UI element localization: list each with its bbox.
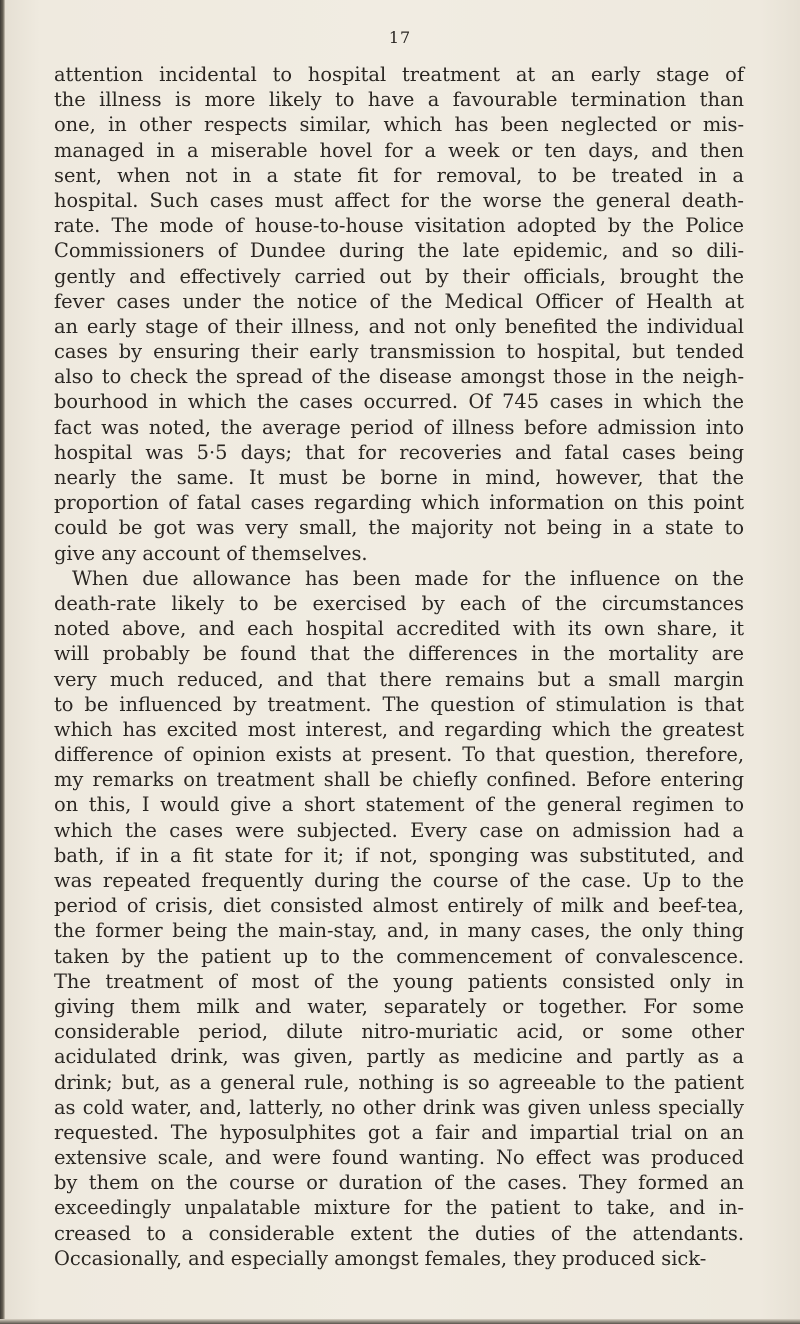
text-line: bath, if in a fit state for it; if not, sponging was substituted, and xyxy=(54,843,744,867)
text-line: hospital was 5·5 days; that for recoveries and fatal cases being xyxy=(54,440,744,464)
text-line: period of crisis, diet consisted almost entirely of milk and beef-tea, xyxy=(54,894,744,918)
text-line: one, in other respects similar, which has been neglected or mis- xyxy=(54,113,744,137)
text-line: the former being the main-stay, and, in many cases, the only thing xyxy=(54,919,744,943)
text-line: by them on the course or duration of the cases. They formed an xyxy=(54,1171,744,1195)
text-line: giving them milk and water, separately or together. For some xyxy=(54,994,744,1018)
text-line: sent, when not in a state fit for removal, to be treated in a xyxy=(54,163,744,187)
text-line: gently and effectively carried out by their officials, brought the xyxy=(54,264,744,288)
text-line: cases by ensuring their early transmission to hospital, but tended xyxy=(54,340,744,364)
text-line: Occasionally, and especially amongst females, they produced sick- xyxy=(54,1246,707,1270)
text-line: fact was noted, the average period of illness before admission into xyxy=(54,415,744,439)
text-line: as cold water, and, latterly, no other drink was given unless specially xyxy=(54,1095,744,1119)
page-number: 17 xyxy=(388,28,412,47)
text-line: to be influenced by treatment. The question of stimulation is that xyxy=(54,692,744,716)
text-line: on this, I would give a short statement of the general regimen to xyxy=(54,793,744,817)
text-line: drink; but, as a general rule, nothing is so agreeable to the patient xyxy=(54,1070,744,1094)
text-line: very much reduced, and that there remains but a small margin xyxy=(54,667,744,691)
text-line: give any account of themselves. xyxy=(54,541,368,565)
text-line: creased to a considerable extent the duties of the attendants. xyxy=(54,1221,744,1245)
text-line: rate. The mode of house-to-house visitation adopted by the Police xyxy=(54,214,744,238)
text-line: was repeated frequently during the course of the case. Up to the xyxy=(54,869,744,892)
text-line: difference of opinion exists at present. To that question, therefore, xyxy=(54,743,744,767)
text-line: my remarks on treatment shall be chiefly confined. Before entering xyxy=(54,768,744,792)
text-line: When due allowance has been made for the influence on the xyxy=(72,566,744,590)
page-bottom-edge xyxy=(0,1319,800,1324)
text-line: considerable period, dilute nitro-muriatic acid, or some other xyxy=(54,1020,744,1044)
text-line: managed in a miserable hovel for a week or ten days, and then xyxy=(54,138,744,162)
text-line: acidulated drink, was given, partly as medicine and partly as a xyxy=(54,1045,744,1069)
text-line: nearly the same. It must be borne in mind, however, that the xyxy=(54,466,744,489)
text-line: could be got was very small, the majority not being in a state to xyxy=(54,516,744,540)
text-line: attention incidental to hospital treatment at an early stage of xyxy=(54,63,744,86)
text-line: The treatment of most of the young patients consisted only in xyxy=(54,969,744,993)
text-line: bourhood in which the cases occurred. Of 745 cases in which the xyxy=(54,390,744,414)
page-binding-edge xyxy=(0,0,5,1324)
text-line: hospital. Such cases must affect for the worse the general death- xyxy=(54,188,744,212)
text-line: exceedingly unpalatable mixture for the patient to take, and in- xyxy=(54,1196,744,1220)
text-line: will probably be found that the differences in the mortality are xyxy=(54,642,744,666)
text-line: proportion of fatal cases regarding which information on this point xyxy=(54,491,744,515)
text-line: extensive scale, and were found wanting. No effect was produced xyxy=(54,1146,744,1170)
text-line: which has excited most interest, and regarding which the greatest xyxy=(54,717,744,741)
text-line: also to check the spread of the disease amongst those in the neigh- xyxy=(54,365,744,389)
text-line: noted above, and each hospital accredited with its own share, it xyxy=(54,617,744,641)
text-line: fever cases under the notice of the Medical Officer of Health at xyxy=(54,289,744,313)
text-line: taken by the patient up to the commencement of convalescence. xyxy=(54,944,744,968)
text-line: which the cases were subjected. Every case on admission had a xyxy=(54,818,744,842)
text-line: Commissioners of Dundee during the late epidemic, and so dili- xyxy=(54,239,744,263)
text-line: death-rate likely to be exercised by each of the circumstances xyxy=(54,591,744,615)
text-line: an early stage of their illness, and not only benefited the individual xyxy=(54,314,744,338)
body-text xyxy=(54,62,744,1271)
text-line: the illness is more likely to have a favourable termination than xyxy=(54,88,744,112)
text-line: requested. The hyposulphites got a fair and impartial trial on an xyxy=(54,1120,744,1144)
